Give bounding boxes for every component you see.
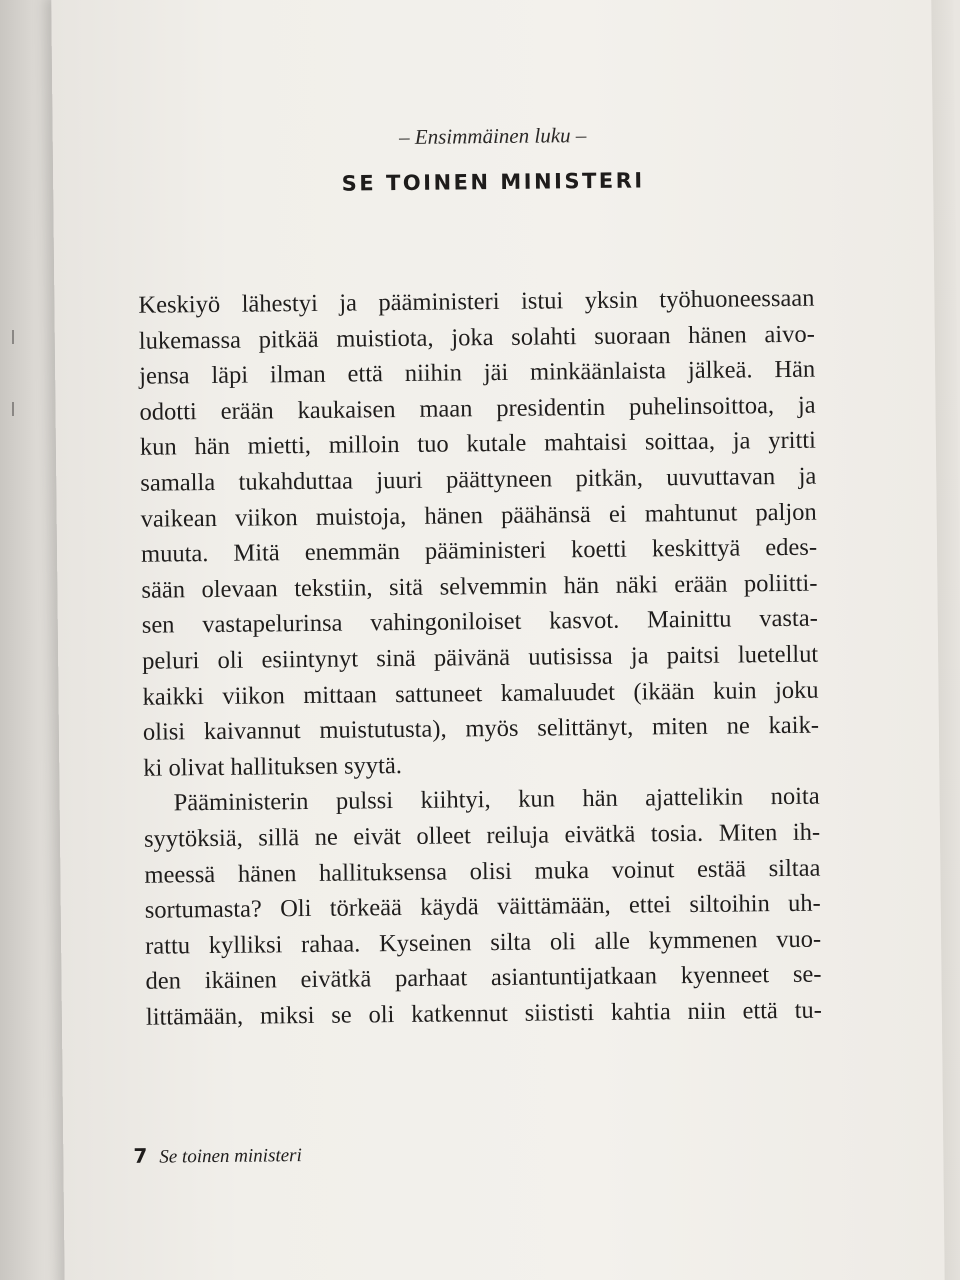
text-line: den ikäinen eivätkä parhaat asiantuntijatkaan kyenneet se- xyxy=(145,960,822,995)
text-line: littämään, miksi se oli katkennut siististi kahtia niin että tu- xyxy=(145,996,823,1031)
text-line: jensa läpi ilman että niihin jäi minkäänlaista jälkeä. Hän xyxy=(139,355,816,390)
text-line: Keskiyö lähestyi ja pääministeri istui yksin työhuoneessaan xyxy=(138,284,815,319)
chapter-title: SE TOINEN MINISTERI xyxy=(341,168,645,196)
margin-mark xyxy=(12,330,14,344)
margin-mark xyxy=(12,402,14,416)
text-line: peluri oli esiintynyt sinä päivänä uutisissa ja paitsi luetellut xyxy=(142,640,819,675)
text-line: olisi kaivannut muistutusta), myös selittänyt, miten ne kaik- xyxy=(142,711,820,746)
text-line: rattu kylliksi rahaa. Kyseinen silta oli alle kymmenen vuo- xyxy=(145,925,822,960)
text-line: Pääministerin pulssi kiihtyi, kun hän ajattelikin noita xyxy=(173,782,820,817)
text-line: odotti erään kaukaisen maan presidentin puhelinsoittoa, ja xyxy=(139,391,816,426)
text-line: kun hän mietti, milloin tuo kutale mahtaisi soittaa, ja yritti xyxy=(139,427,817,462)
text-line: kaikki viikon mittaan sattuneet kamaluudet (ikään kuin joku xyxy=(142,676,819,711)
text-line: sortumasta? Oli törkeää käydä väittämään, ettei siltoihin uh- xyxy=(144,889,821,924)
running-title: Se toinen ministeri xyxy=(159,1145,302,1168)
text-line: lukemassa pitkää muistiota, joka solahti suoraan hänen aivo- xyxy=(138,320,815,355)
text-line: vaikean viikon muistoja, hänen päähänsä ei mahtunut paljon xyxy=(140,498,817,533)
text-line: sen vastapelurinsa vahingoniloiset kasvot. Mainittu vasta- xyxy=(141,604,818,640)
text-line: muuta. Mitä enemmän pääministeri koetti keskittyä edes- xyxy=(140,533,818,568)
text-line: sään olevaan tekstiin, sitä selvemmin hän näki erään poliitti- xyxy=(141,569,818,604)
page-number: 7 xyxy=(133,1143,148,1168)
text-line: syytöksiä, sillä ne eivät olleet reiluja eivätkä tosia. Miten ih- xyxy=(143,818,821,853)
page-edge xyxy=(931,0,960,1280)
body-text xyxy=(138,281,822,1036)
chapter-label: – Ensimmäinen luku – xyxy=(398,123,587,150)
text-line: samalla tukahduttaa juuri päättyneen pitkän, uuvuttavan ja xyxy=(140,462,817,497)
book-page xyxy=(51,0,945,1280)
text-line: ki olivat hallituksen syytä. xyxy=(143,751,403,782)
text-line: meessä hänen hallituksensa olisi muka voinut estää siltaa xyxy=(144,854,821,889)
page-footer xyxy=(133,1142,302,1169)
